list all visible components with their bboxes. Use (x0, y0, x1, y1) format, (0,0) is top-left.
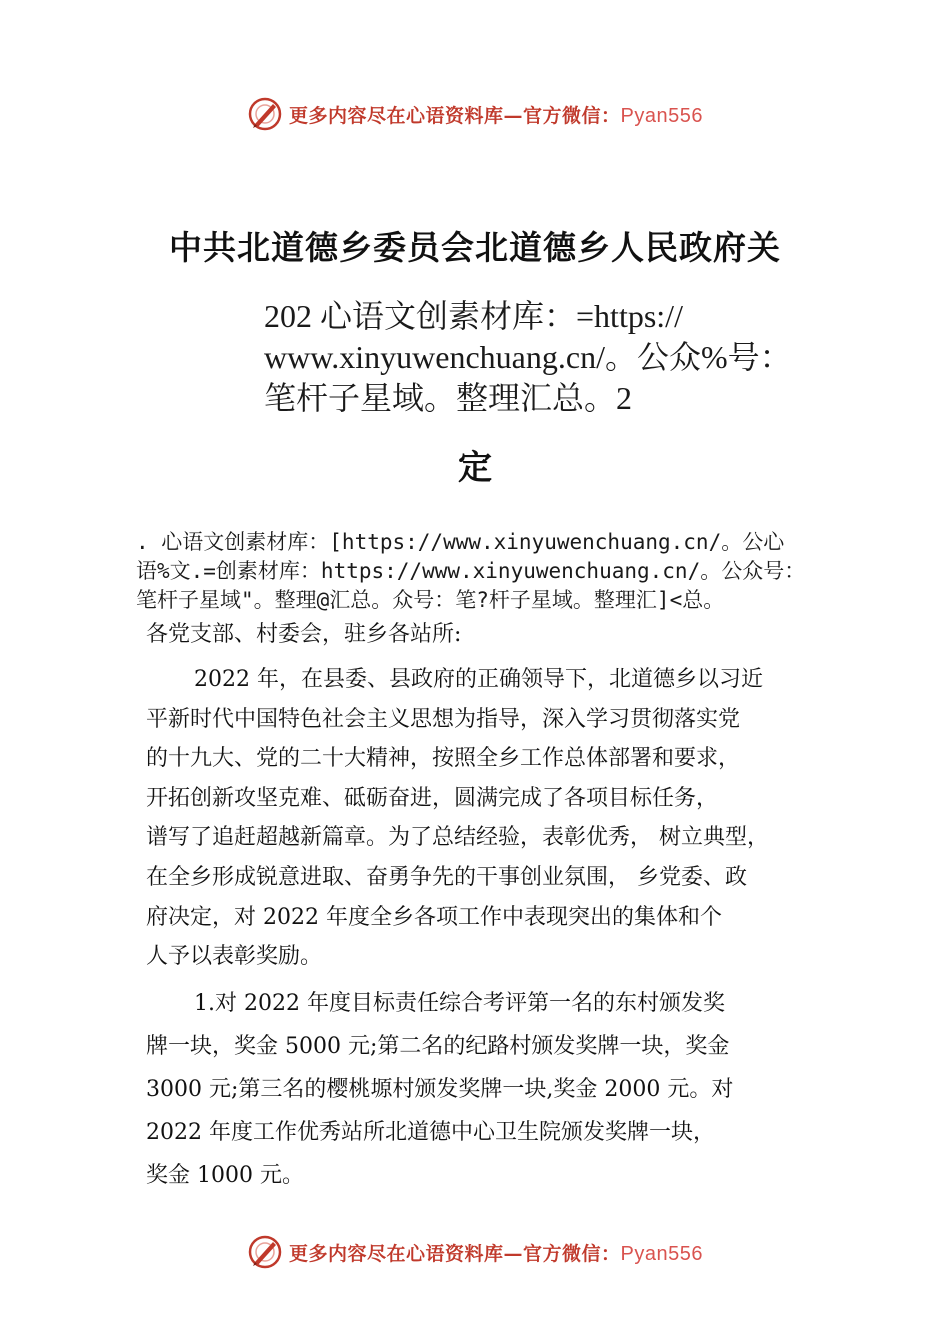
paragraph-line: 开拓创新攻坚克难、砥砺奋进，圆满完成了各项目标任务， (146, 785, 719, 811)
paragraph-line: 2022 年度工作优秀站所北道德中心卫生院颁发奖牌一块， (146, 1120, 715, 1145)
watermark-text (289, 101, 703, 128)
overlay-text-block (264, 296, 864, 419)
paragraph-line: 在全乡形成锐意进取、奋勇争先的干事创业氛围， 乡党委、政 (146, 864, 747, 890)
watermark-dash: — (503, 104, 524, 127)
paragraph-line: 府决定，对 2022 年度全乡各项工作中表现突出的集体和个 (146, 904, 722, 930)
paragraph-line: 的十九大、党的二十大精神，按照全乡工作总体部署和要求， (146, 746, 741, 772)
salutation: 各党支部、村委会，驻乡各站所: (146, 622, 462, 647)
paragraph-1 (146, 660, 866, 977)
noise-line: . 心语文创素材库：[https://www.xinyuwenchuang.cn/。公心 (136, 530, 785, 554)
paragraph-2 (146, 982, 866, 1197)
pen-logo-icon (247, 1234, 283, 1270)
watermark-cn: 更多内容尽在心语资料库 (289, 1242, 504, 1265)
pen-logo-icon (247, 96, 283, 132)
overlay-line: 202 心语文创素材库：=https:// (264, 298, 683, 334)
document-title-end: 定 (458, 448, 492, 488)
watermark-label: 官方微信： (523, 104, 621, 127)
watermark-id: Pyan556 (620, 104, 703, 127)
paragraph-line: 2022 年，在县委、县政府的正确领导下，北道德乡以习近 (194, 667, 763, 692)
paragraph-line: 人予以表彰奖励。 (146, 944, 323, 970)
noise-line: 笔杆子星域"。整理@汇总。众号：笔?杆子星域。整理汇]<总。 (136, 588, 725, 612)
paragraph-line: 奖金 1000 元。 (146, 1163, 304, 1188)
paragraph-line: 3000 元;第三名的樱桃塬村颁发奖牌一块,奖金 2000 元。对 (146, 1077, 734, 1102)
watermark-id: Pyan556 (620, 1242, 703, 1265)
paragraph-line: 牌一块，奖金 5000 元;第二名的纪路村颁发奖牌一块，奖金 (146, 1034, 730, 1059)
watermark-label: 官方微信： (523, 1242, 621, 1265)
watermark-text (289, 1239, 703, 1266)
watermark-banner-bottom (0, 1232, 950, 1272)
overlay-line: www.xinyuwenchuang.cn/。公众%号： (264, 339, 792, 375)
watermark-banner-top (0, 94, 950, 134)
watermark-cn: 更多内容尽在心语资料库 (289, 104, 504, 127)
overlay-line: 笔杆子星域。整理汇总。2 (264, 380, 633, 416)
document-title: 中共北道德乡委员会北道德乡人民政府关 (169, 228, 781, 267)
noise-line: 语%文.=创素材库：https://www.xinyuwenchuang.cn/。公众号： (136, 559, 806, 583)
watermark-dash: — (503, 1242, 524, 1265)
paragraph-line: 平新时代中国特色社会主义思想为指导，深入学习贯彻落实党 (146, 706, 741, 732)
paragraph-line: 1.对 2022 年度目标责任综合考评第一名的东村颁发奖 (194, 991, 725, 1016)
paragraph-line: 谱写了追赶超越新篇章。为了总结经验，表彰优秀， 树立典型， (146, 825, 769, 851)
noise-text-block (136, 528, 876, 615)
